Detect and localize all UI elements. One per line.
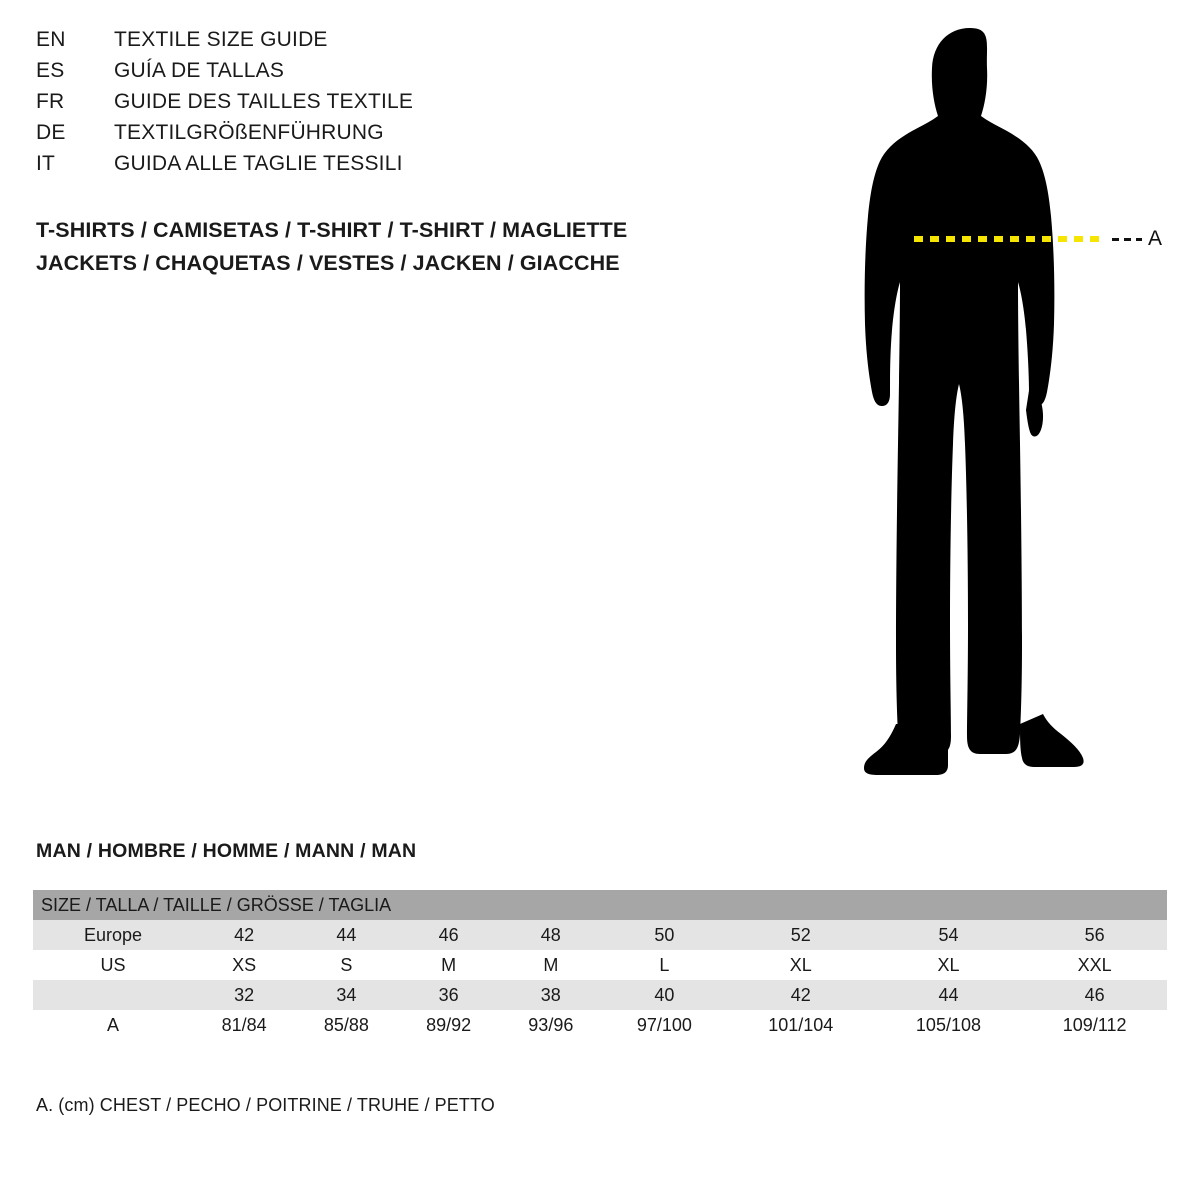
table-cell: 93/96	[528, 1014, 574, 1035]
table-cell: 56	[1084, 924, 1105, 945]
table-cell: XS	[232, 954, 257, 975]
language-code: EN	[36, 28, 66, 51]
measure-label-a: A	[1148, 227, 1163, 250]
table-header-label: SIZE / TALLA / TAILLE / GRÖSSE / TAGLIA	[41, 894, 392, 915]
table-row	[33, 1010, 1167, 1040]
table-cell: S	[340, 954, 353, 975]
table-cell: 109/112	[1062, 1014, 1127, 1035]
table-cell: M	[543, 954, 559, 975]
language-row	[36, 90, 736, 121]
table-cell: 46	[1084, 984, 1105, 1005]
table-cell: 50	[654, 924, 675, 945]
language-title: TEXTILE SIZE GUIDE	[114, 28, 328, 51]
table-cell: XL	[789, 954, 812, 975]
language-title-list	[36, 28, 736, 183]
language-code: DE	[36, 121, 66, 144]
table-cell: XL	[937, 954, 960, 975]
table-cell: 38	[540, 984, 561, 1005]
table-cell: 48	[540, 924, 561, 945]
table-cell: L	[659, 954, 670, 975]
row-label: Europe	[83, 924, 143, 945]
garment-category-list	[36, 218, 796, 284]
row-label	[33, 980, 193, 1010]
language-code: FR	[36, 90, 65, 113]
chest-measure-line	[914, 236, 1106, 242]
table-cell: XXL	[1077, 954, 1112, 975]
language-code: IT	[36, 152, 56, 175]
language-title: GUIDE DES TAILLES TEXTILE	[114, 90, 414, 113]
table-cell: 81/84	[221, 1014, 267, 1035]
category-tshirts: T-SHIRTS / CAMISETAS / T-SHIRT / T-SHIRT / MAGLIETTE	[36, 218, 628, 242]
table-cell: 101/104	[768, 1014, 834, 1035]
language-title: GUÍA DE TALLAS	[114, 59, 285, 82]
table-section-title: MAN / HOMBRE / HOMME / MANN / MAN	[36, 840, 417, 862]
table-cell: 36	[438, 984, 459, 1005]
language-code: ES	[36, 59, 65, 82]
table-cell: 89/92	[426, 1014, 472, 1035]
table-cell: 46	[438, 924, 459, 945]
table-cell: M	[441, 954, 457, 975]
body-figure	[780, 10, 1200, 800]
table-row	[33, 920, 1167, 950]
table-row	[33, 950, 1167, 980]
table-cell: 97/100	[636, 1014, 692, 1035]
table-cell: 34	[336, 984, 357, 1005]
table-cell: 32	[234, 984, 255, 1005]
male-silhouette-icon	[820, 24, 1163, 784]
table-cell: 40	[654, 984, 675, 1005]
language-row	[36, 59, 736, 90]
table-cell: 42	[234, 924, 255, 945]
table-cell: 52	[790, 924, 811, 945]
table-cell: 44	[938, 984, 959, 1005]
table-cell: 54	[938, 924, 959, 945]
language-row	[36, 152, 736, 183]
language-title: TEXTILGRÖßENFÜHRUNG	[114, 121, 384, 144]
table-footnote: A. (cm) CHEST / PECHO / POITRINE / TRUHE / PETTO	[36, 1095, 495, 1115]
language-title: GUIDA ALLE TAGLIE TESSILI	[114, 152, 403, 175]
table-cell: 44	[336, 924, 357, 945]
table-cell: 42	[790, 984, 811, 1005]
row-label: US	[100, 954, 126, 975]
measure-leader-line	[1112, 238, 1142, 241]
table-cell: 105/108	[915, 1014, 981, 1035]
language-row	[36, 28, 736, 59]
table-header-row	[33, 890, 1167, 920]
size-table	[33, 890, 1167, 1040]
table-cell: 85/88	[323, 1014, 369, 1035]
category-jackets: JACKETS / CHAQUETAS / VESTES / JACKEN / GIACCHE	[36, 251, 620, 275]
language-row	[36, 121, 736, 152]
row-label: A	[106, 1014, 119, 1035]
table-row	[33, 980, 1167, 1010]
